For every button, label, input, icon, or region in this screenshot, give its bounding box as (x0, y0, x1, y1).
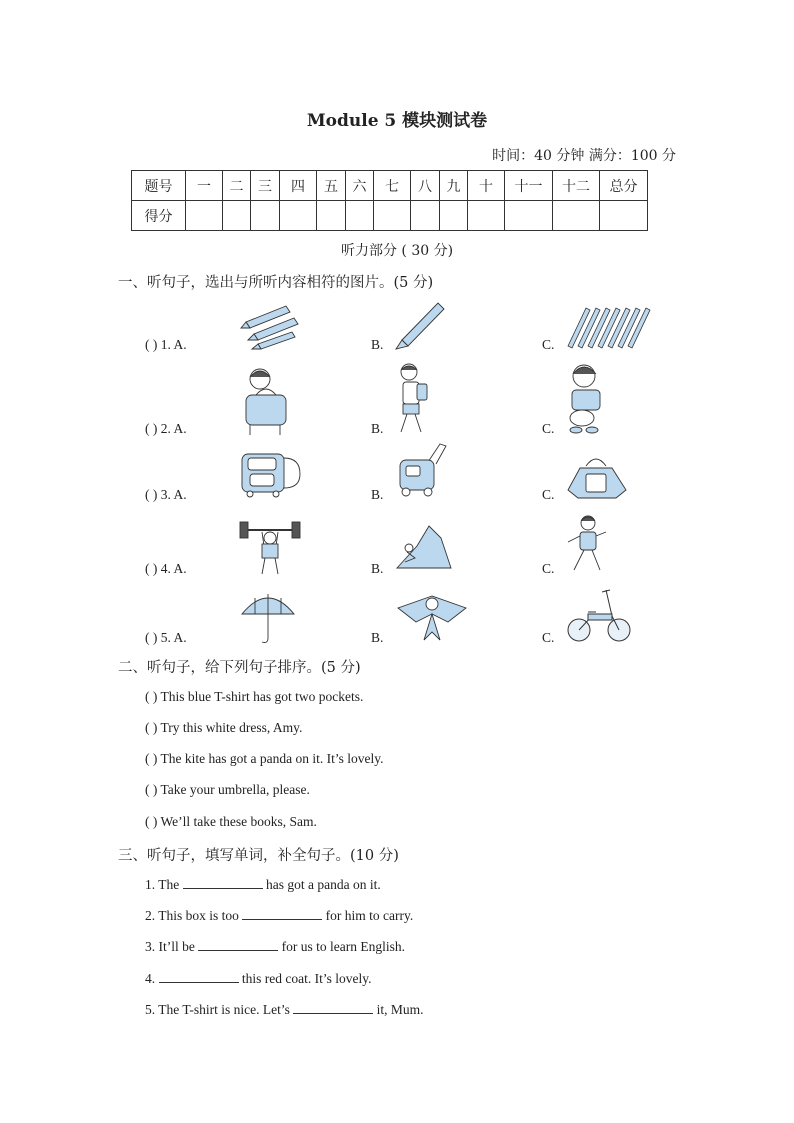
section1-heading: 一、听句子，选出与所听内容相符的图片。(5 分) (118, 275, 434, 291)
score-table-score-row (132, 201, 648, 231)
score-cell[interactable] (280, 201, 317, 231)
answer-blank[interactable] (159, 970, 239, 983)
big-bag-icon (238, 444, 302, 498)
boy-kungfu-icon (566, 514, 608, 574)
q1-option-b: B. (371, 337, 384, 352)
answer-blank[interactable] (293, 1001, 373, 1014)
q4-option-c: C. (542, 561, 555, 576)
trolley-bag-icon (396, 442, 450, 498)
sentence-end: it, Mum. (376, 1002, 424, 1017)
q2-option-b: B. (371, 421, 384, 436)
section2-item: ( ) Try this white dress, Amy. (145, 720, 303, 735)
q3-option-b: B. (371, 487, 384, 502)
score-cell[interactable] (374, 201, 411, 231)
score-cell[interactable] (440, 201, 468, 231)
table-cell: 题号 (132, 171, 186, 201)
section3-item (145, 1001, 424, 1018)
score-cell[interactable] (346, 201, 374, 231)
listening-part-heading: 听力部分 ( 30 分) (340, 243, 454, 259)
sentence-start: 2. This box is too (145, 908, 243, 923)
q3-label: ( ) 3. A. (145, 487, 187, 502)
answer-blank[interactable] (183, 876, 263, 889)
section2-item: ( ) We’ll take these books, Sam. (145, 814, 317, 829)
sentence-end: for us to learn English. (281, 939, 405, 954)
time-score-info: 时间：40 分钟 满分：100 分 (492, 148, 676, 164)
table-cell: 十 (468, 171, 505, 201)
sentence-start: 1. The (145, 877, 183, 892)
score-cell[interactable] (468, 201, 505, 231)
q1-label: ( ) 1. A. (145, 337, 187, 352)
table-cell: 三 (251, 171, 280, 201)
section3-item (145, 876, 381, 893)
section2-item: ( ) This blue T-shirt has got two pockets. (145, 689, 364, 704)
q1-option-c: C. (542, 337, 555, 352)
table-cell: 七 (374, 171, 411, 201)
sentence-end: for him to carry. (325, 908, 414, 923)
boy-walking-backpack-icon (395, 362, 435, 436)
table-cell: 一 (186, 171, 223, 201)
sentence-start: 5. The T-shirt is nice. Let’s (145, 1002, 294, 1017)
climber-mountain-icon (395, 522, 451, 568)
score-cell[interactable] (251, 201, 280, 231)
table-cell: 总分 (600, 171, 648, 201)
score-cell[interactable] (186, 201, 223, 231)
q3-option-c: C. (542, 487, 555, 502)
q5-option-b: B. (371, 630, 384, 645)
sentence-start: 4. (145, 971, 159, 986)
table-cell: 四 (280, 171, 317, 201)
score-cell[interactable] (600, 201, 648, 231)
girl-with-bag-icon (238, 365, 294, 437)
score-cell[interactable] (411, 201, 440, 231)
weightlifter-icon (238, 520, 302, 576)
table-cell: 二 (223, 171, 251, 201)
backpack-icon (566, 452, 628, 500)
q2-option-c: C. (542, 421, 555, 436)
table-cell: 六 (346, 171, 374, 201)
sentence-end: this red coat. It’s lovely. (241, 971, 372, 986)
section3-heading: 三、听句子，填写单词，补全句子。(10 分) (118, 848, 399, 864)
sentence-start: 3. It’ll be (145, 939, 199, 954)
pencils-many-icon (566, 302, 654, 350)
section2-item: ( ) Take your umbrella, please. (145, 782, 310, 797)
pencil-single-icon (394, 300, 448, 350)
score-table-header-row (132, 171, 648, 201)
table-cell: 十二 (553, 171, 600, 201)
q4-label: ( ) 4. A. (145, 561, 187, 576)
answer-blank[interactable] (242, 907, 322, 920)
score-cell[interactable] (317, 201, 346, 231)
score-cell[interactable] (223, 201, 251, 231)
section2-item: ( ) The kite has got a panda on it. It’s lovely. (145, 751, 384, 766)
table-cell: 五 (317, 171, 346, 201)
kite-icon (394, 592, 470, 642)
pencils-three-icon (240, 302, 302, 350)
table-cell: 得分 (132, 201, 186, 231)
table-cell: 八 (411, 171, 440, 201)
section3-item (145, 970, 371, 987)
umbrella-icon (240, 590, 296, 646)
score-cell[interactable] (505, 201, 553, 231)
q4-option-b: B. (371, 561, 384, 576)
section3-item (145, 938, 405, 955)
table-cell: 十一 (505, 171, 553, 201)
sentence-end: has got a panda on it. (266, 877, 381, 892)
section2-heading: 二、听句子，给下列句子排序。(5 分) (118, 660, 361, 676)
score-table (131, 170, 648, 231)
q5-label: ( ) 5. A. (145, 630, 187, 645)
q5-option-c: C. (542, 630, 555, 645)
page-title: Module 5 模块测试卷 (306, 111, 488, 131)
q2-label: ( ) 2. A. (145, 421, 187, 436)
answer-blank[interactable] (198, 938, 278, 951)
table-cell: 九 (440, 171, 468, 201)
boy-sitting-icon (566, 362, 606, 434)
section3-item (145, 907, 413, 924)
bicycle-icon (566, 588, 632, 644)
score-cell[interactable] (553, 201, 600, 231)
